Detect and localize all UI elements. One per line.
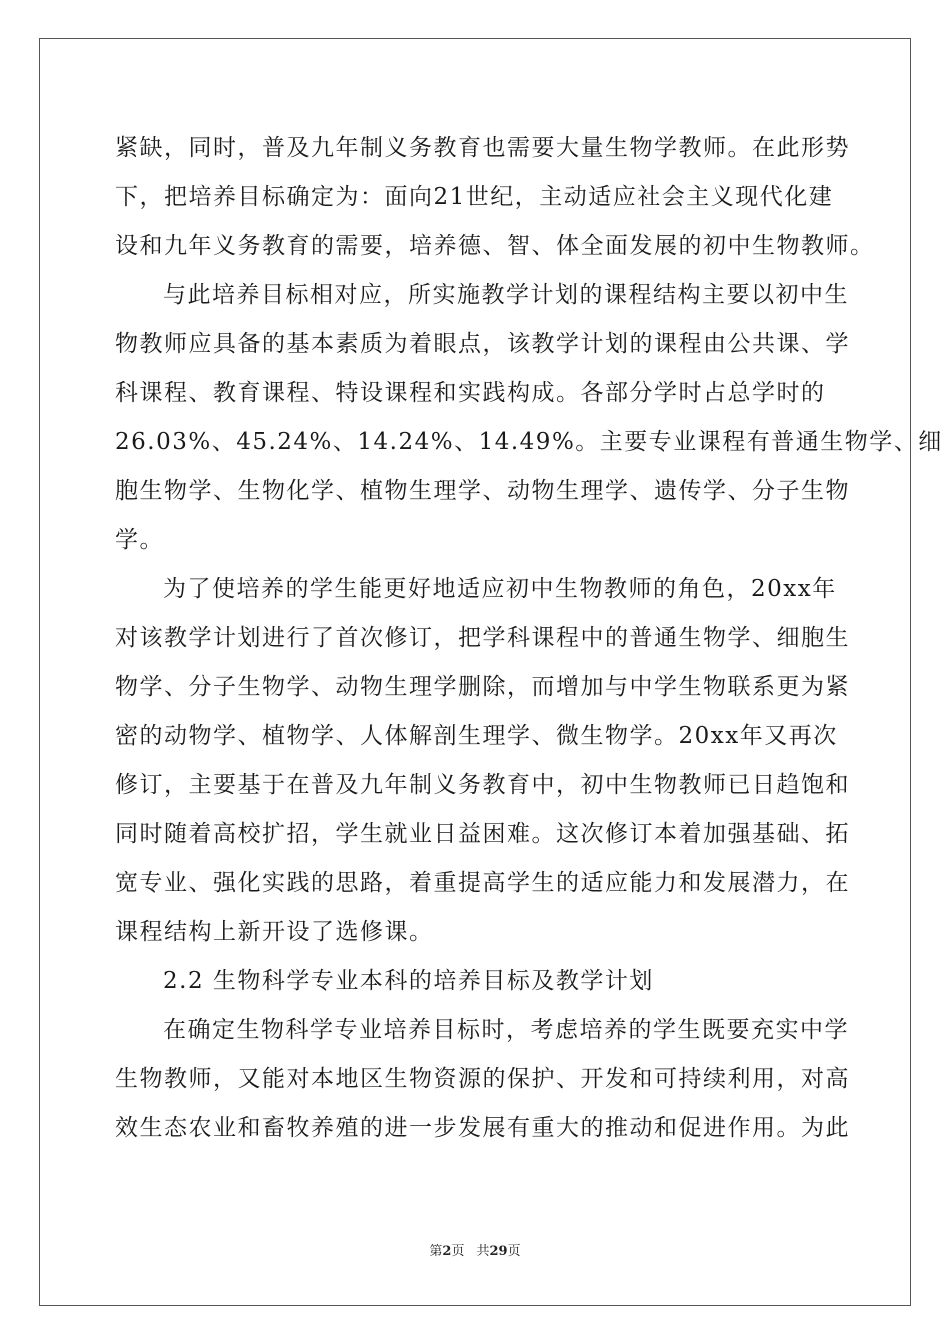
text-line: 设和九年义务教育的需要，培养德、智、体全面发展的初中生物教师。 bbox=[115, 233, 875, 259]
text-line: 紧缺，同时，普及九年制义务教育也需要大量生物学教师。在此形势 bbox=[115, 135, 850, 161]
text-line: 修订，主要基于在普及九年制义务教育中，初中生物教师已日趋饱和 bbox=[115, 772, 850, 798]
text-line: 物学、分子生物学、动物生理学删除，而增加与中学生物联系更为紧 bbox=[115, 674, 850, 700]
total-prefix: 共 bbox=[476, 1244, 490, 1259]
text-line: 课程结构上新开设了选修课。 bbox=[115, 919, 434, 945]
document-body bbox=[115, 124, 943, 1153]
text-line: 同时随着高校扩招，学生就业日益困难。这次修订本着加强基础、拓 bbox=[115, 821, 850, 847]
text-line: 物教师应具备的基本素质为着眼点，该教学计划的课程由公共课、学 bbox=[115, 331, 850, 357]
paragraph-start-line: 在确定生物科学专业培养目标时，考虑培养的学生既要充实中学 bbox=[163, 1017, 849, 1043]
total-suffix: 页 bbox=[507, 1244, 521, 1259]
text-line: 科课程、教育课程、特设课程和实践构成。各部分学时占总学时的 bbox=[115, 380, 826, 406]
paragraph-start-line: 为了使培养的学生能更好地适应初中生物教师的角色，20xx年 bbox=[163, 576, 837, 602]
text-line: 26.03%、45.24%、14.24%、14.49%。主要专业课程有普通生物学、细 bbox=[115, 429, 943, 455]
text-line: 对该教学计划进行了首次修订，把学科课程中的普通生物学、细胞生 bbox=[115, 625, 850, 651]
page-prefix: 第 bbox=[429, 1244, 443, 1259]
paragraph-start-line: 与此培养目标相对应，所实施教学计划的课程结构主要以初中生 bbox=[163, 282, 849, 308]
text-line: 效生态农业和畜牧养殖的进一步发展有重大的推动和促进作用。为此 bbox=[115, 1115, 850, 1141]
text-line: 学。 bbox=[115, 527, 164, 553]
page-suffix: 页 bbox=[451, 1244, 465, 1259]
current-page-number: 2 bbox=[442, 1244, 452, 1259]
page-footer bbox=[0, 1242, 950, 1262]
text-line: 生物教师，又能对本地区生物资源的保护、开发和可持续利用，对高 bbox=[115, 1066, 850, 1092]
text-line: 宽专业、强化实践的思路，着重提高学生的适应能力和发展潜力，在 bbox=[115, 870, 850, 896]
total-page-count: 29 bbox=[489, 1244, 508, 1259]
text-line: 胞生物学、生物化学、植物生理学、动物生理学、遗传学、分子生物 bbox=[115, 478, 850, 504]
section-heading: 2.2 生物科学专业本科的培养目标及教学计划 bbox=[163, 968, 654, 994]
text-line: 下，把培养目标确定为：面向21世纪，主动适应社会主义现代化建 bbox=[115, 184, 834, 210]
text-line: 密的动物学、植物学、人体解剖生理学、微生物学。20xx年又再次 bbox=[115, 723, 838, 749]
